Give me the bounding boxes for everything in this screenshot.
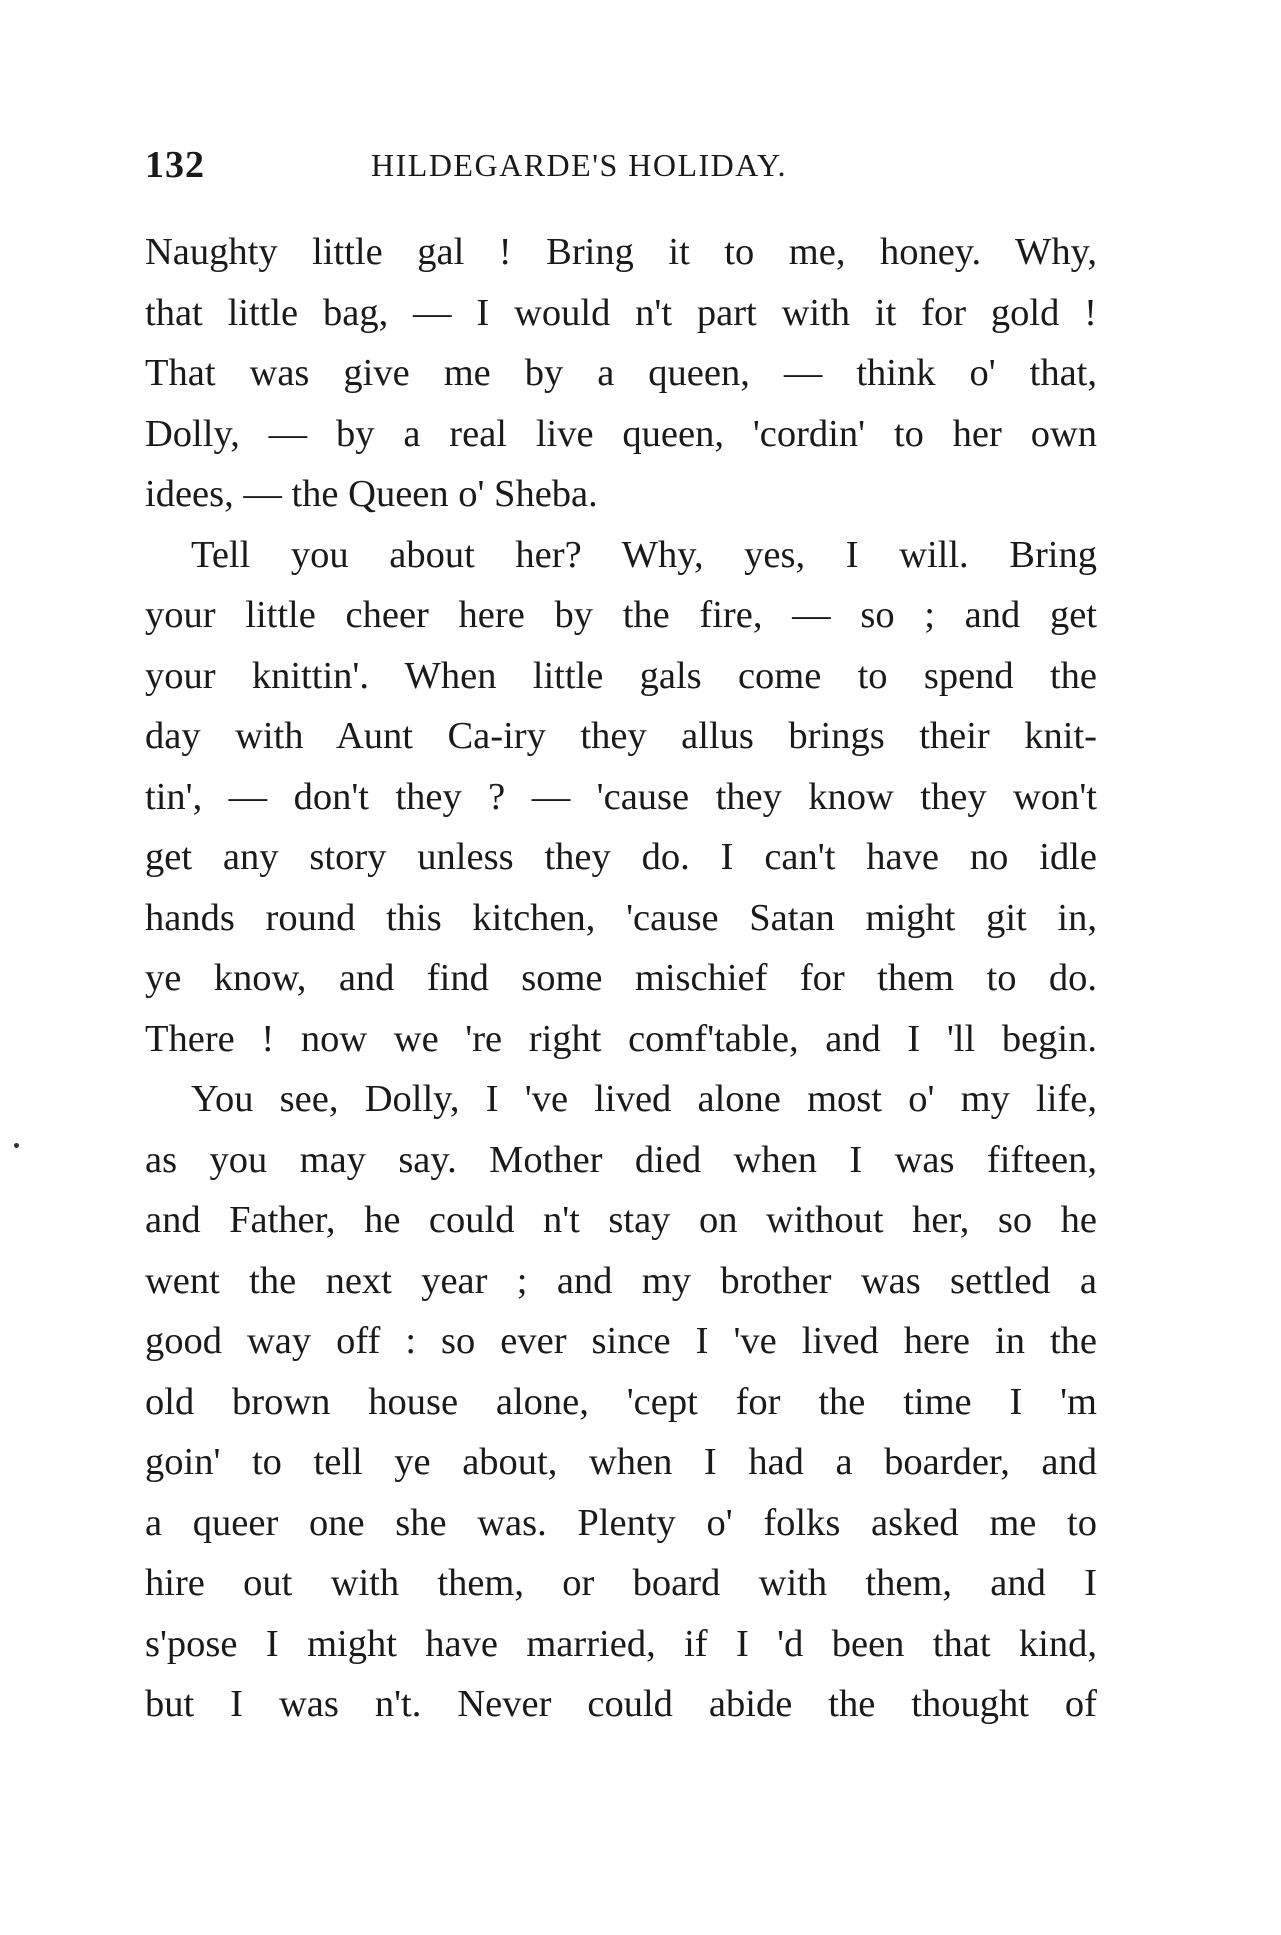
running-head (145, 140, 1097, 190)
text-line: as you may say. Mother died when I was fifteen, (145, 1138, 1097, 1181)
text-line: idees, — the Queen o' Sheba. (145, 473, 598, 515)
text-line: tin', — don't they ? — 'cause they know they won't (145, 775, 1097, 818)
text-line: went the next year ; and my brother was settled a (145, 1259, 1097, 1302)
text-line: There ! now we 're right comf'table, and I 'll begin. (145, 1017, 1097, 1060)
text-line: that little bag, — I would n't part with it for gold ! (145, 291, 1097, 334)
text-line: Dolly, — by a real live queen, 'cordin' to her own (145, 412, 1097, 455)
ink-speck (14, 1143, 19, 1148)
text-line: and Father, he could n't stay on without her, so he (145, 1199, 1097, 1241)
text-line: old brown house alone, 'cept for the time I 'm (145, 1380, 1097, 1423)
text-line: s'pose I might have married, if I 'd been that kind, (145, 1622, 1097, 1665)
text-line: but I was n't. Never could abide the thought of (145, 1683, 1097, 1725)
text-line: get any story unless they do. I can't have no idle (145, 836, 1097, 878)
text-line: hands round this kitchen, 'cause Satan might git in, (145, 896, 1097, 939)
text-line: goin' to tell ye about, when I had a boarder, and (145, 1441, 1097, 1483)
text-line: a queer one she was. Plenty o' folks asked me to (145, 1501, 1097, 1544)
running-title: HILDEGARDE'S HOLIDAY. (371, 147, 787, 183)
text-line: Naughty little gal ! Bring it to me, honey. Why, (145, 231, 1097, 273)
text-line: good way off : so ever since I 've lived here in the (145, 1320, 1097, 1362)
body-text (145, 222, 1097, 1735)
page-number: 132 (145, 144, 205, 186)
text-line: hire out with them, or board with them, and I (145, 1562, 1097, 1604)
text-line: ye know, and find some mischief for them to do. (145, 957, 1097, 999)
text-line: your knittin'. When little gals come to spend the (145, 654, 1097, 697)
text-line: Tell you about her? Why, yes, I will. Bring (191, 533, 1097, 576)
text-line: That was give me by a queen, — think o' that, (145, 352, 1097, 394)
text-line: your little cheer here by the fire, — so ; and get (145, 594, 1097, 636)
text-line: day with Aunt Ca-iry they allus brings their knit- (145, 715, 1097, 757)
text-line: You see, Dolly, I 've lived alone most o' my life, (191, 1078, 1097, 1120)
